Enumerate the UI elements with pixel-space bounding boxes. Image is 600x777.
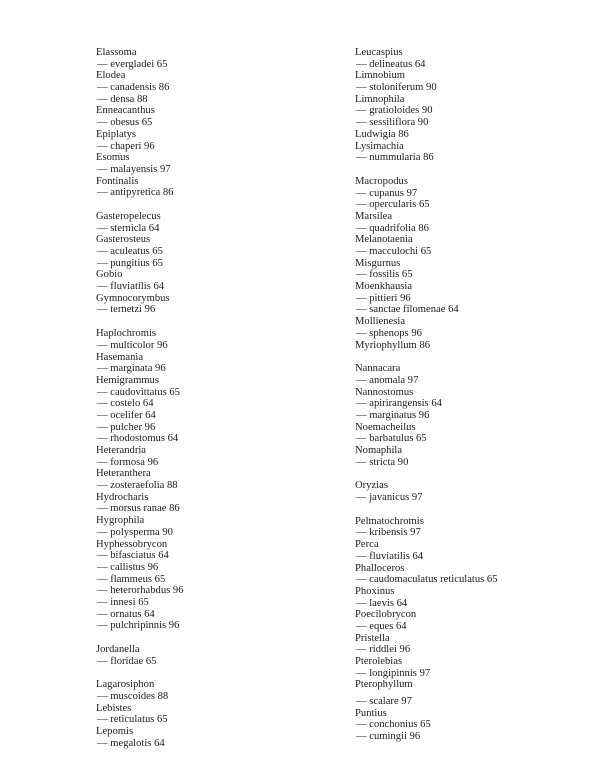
index-species-entry: — anomala 97 <box>356 374 419 386</box>
index-species-entry: — quadrifolia 86 <box>356 222 429 234</box>
index-species-entry: — megalotis 64 <box>97 737 165 749</box>
index-letter-group <box>355 363 595 468</box>
index-species-entry: — sessiliflora 90 <box>356 117 429 129</box>
index-letter-group <box>96 328 326 632</box>
index-species-entry: — fossilis 65 <box>356 269 413 281</box>
index-genus-entry: Nannostomus <box>355 386 414 398</box>
index-genus-entry: Jordanella <box>96 644 140 655</box>
index-genus-entry: Leucaspius <box>355 47 403 58</box>
index-genus-entry: Fontinalis <box>96 175 139 187</box>
index-genus-entry: Heterandria <box>96 445 146 456</box>
index-genus-entry: Lepomis <box>96 726 134 738</box>
index-genus-entry: Marsilea <box>355 210 393 222</box>
index-column-left <box>96 47 326 750</box>
index-genus-entry: Hemigrammus <box>96 374 159 386</box>
index-genus-entry: Misgurnus <box>355 257 401 269</box>
index-species-entry: — flammeus 65 <box>97 573 166 585</box>
index-genus-entry: Limnobium <box>355 70 406 82</box>
index-species-entry: — macculochi 65 <box>356 246 432 257</box>
index-species-entry: — evergladei 65 <box>97 58 168 70</box>
index-genus-entry: Poecilobrycon <box>355 609 417 621</box>
index-genus-entry: Gasterosteus <box>96 234 151 246</box>
index-genus-entry: Melanotaenia <box>355 234 413 246</box>
index-genus-entry: Nomaphila <box>355 445 403 456</box>
group-spacer <box>96 316 326 328</box>
index-letter-group <box>96 644 326 667</box>
index-species-entry: — floridae 65 <box>97 655 157 667</box>
index-genus-entry: Oryzias <box>355 480 388 492</box>
index-species-entry: — kribensis 97 <box>356 527 421 539</box>
index-genus-entry: Hygrophila <box>96 515 145 527</box>
index-species-entry: — stricta 90 <box>356 456 409 468</box>
index-species-entry: — densa 88 <box>97 93 148 105</box>
index-species-entry: — malayensis 97 <box>97 163 171 175</box>
index-species-entry: — muscoides 88 <box>97 691 169 703</box>
group-spacer <box>355 351 595 363</box>
index-species-entry: — marginata 96 <box>97 363 166 375</box>
index-letter-group <box>96 679 326 749</box>
index-genus-entry: Lagarosiphon <box>96 679 155 691</box>
index-genus-entry: Phoxinus <box>355 585 395 597</box>
index-genus-entry: Pterolebias <box>355 656 403 667</box>
index-letter-group <box>96 47 326 199</box>
group-spacer <box>96 199 326 211</box>
index-species-entry: — morsus ranae 86 <box>97 503 180 515</box>
index-genus-entry: Mollienesia <box>355 316 406 328</box>
index-species-entry: — ocelifer 64 <box>97 409 156 421</box>
index-genus-entry: Ludwigia 86 <box>355 128 409 140</box>
index-species-entry: — callistus 96 <box>97 561 159 573</box>
index-species-entry: — longipinnis 97 <box>356 667 431 679</box>
index-species-entry: — innesi 65 <box>97 596 149 608</box>
index-genus-entry: Pristella <box>355 632 390 644</box>
index-genus-entry: Limnophila <box>355 93 405 105</box>
index-species-entry: — fluviatilis 64 <box>356 550 424 562</box>
index-genus-entry: Heteranthera <box>96 468 151 480</box>
index-column-right <box>355 47 595 743</box>
index-genus-entry: Pelmatochromis <box>355 515 424 527</box>
index-species-entry: — rhodostomus 64 <box>97 433 179 445</box>
index-genus-entry: Esomus <box>96 152 130 164</box>
group-spacer <box>96 667 326 679</box>
index-letter-group <box>355 696 595 743</box>
index-species-entry: — caudovittatus 65 <box>97 386 180 398</box>
index-species-entry: — pungitius 65 <box>97 257 163 269</box>
index-species-entry: — zosteraefolia 88 <box>97 480 178 492</box>
index-species-entry: — sanctae filomenae 64 <box>356 304 459 316</box>
index-genus-entry: Pterophyllum <box>355 679 413 691</box>
index-species-entry: — aculeatus 65 <box>97 246 163 257</box>
index-species-entry: — bifasciatus 64 <box>97 550 169 562</box>
index-species-entry: — pittieri 96 <box>356 292 411 304</box>
index-species-entry: — javanicus 97 <box>356 492 423 504</box>
index-genus-entry: Phalloceros <box>355 562 405 574</box>
index-genus-entry: Elassoma <box>96 47 137 58</box>
index-genus-entry: Elodea <box>96 70 126 82</box>
index-species-entry: — ternetzi 96 <box>97 304 156 316</box>
index-species-entry: — fluviatilis 64 <box>97 281 165 293</box>
index-letter-group <box>355 47 595 164</box>
index-genus-entry: Lysimachia <box>355 140 404 152</box>
index-species-entry: — canadensis 86 <box>97 82 170 94</box>
index-species-entry: — multicolor 96 <box>97 339 168 351</box>
index-species-entry: — heterorhabdus 96 <box>97 585 184 597</box>
index-genus-entry: Gobio <box>96 269 123 281</box>
index-species-entry: — marginatus 96 <box>356 409 430 421</box>
index-species-entry: — polysperma 90 <box>97 526 173 538</box>
index-species-entry: — barbatulus 65 <box>356 433 427 445</box>
index-genus-entry: Hyphessobrycon <box>96 538 168 550</box>
index-genus-entry: Lebistes <box>96 702 132 714</box>
index-species-entry: — conchonius 65 <box>356 719 431 731</box>
index-species-entry: — pulchripinnis 96 <box>97 620 180 632</box>
index-species-entry: — chaperi 96 <box>97 140 155 152</box>
index-species-entry: — apirirangensis 64 <box>356 398 442 410</box>
index-species-entry: — riddlei 96 <box>356 644 411 656</box>
index-species-entry: — eques 64 <box>356 620 407 632</box>
index-species-entry: — opercularis 65 <box>356 199 430 211</box>
index-letter-group <box>355 516 595 691</box>
index-species-entry: — caudomaculatus reticulatus 65 <box>356 574 498 586</box>
group-spacer <box>355 164 595 176</box>
index-species-entry: — delineatus 64 <box>356 58 426 70</box>
index-genus-entry: Perca <box>355 539 379 551</box>
index-genus-entry: Epiplatys <box>96 128 137 140</box>
index-genus-entry: Macropodus <box>355 175 408 187</box>
index-genus-entry: Haplochromis <box>96 328 157 340</box>
index-species-entry: — ornatus 64 <box>97 608 155 620</box>
index-species-entry: — reticulatus 65 <box>97 714 168 726</box>
group-spacer <box>355 504 595 516</box>
index-species-entry: — nummularia 86 <box>356 152 434 164</box>
index-species-entry: — formosa 96 <box>97 456 159 468</box>
index-genus-entry: Hasemania <box>96 351 144 363</box>
index-species-entry: — stoloniferum 90 <box>356 82 437 94</box>
index-genus-entry: Gasteropelecus <box>96 210 161 222</box>
index-genus-entry: Enneacanthus <box>96 105 155 117</box>
index-species-entry: — laevis 64 <box>356 597 408 609</box>
index-species-entry: — costelo 64 <box>97 398 154 410</box>
index-genus-entry: Noemacheilus <box>355 421 416 433</box>
index-letter-group <box>96 211 326 316</box>
index-species-entry: — pulcher 96 <box>97 421 156 433</box>
index-genus-entry: Myriophyllum 86 <box>355 339 431 351</box>
group-spacer <box>355 468 595 480</box>
index-letter-group <box>355 480 595 503</box>
index-species-entry: — obesus 65 <box>97 117 153 129</box>
index-species-entry: — gratioloides 90 <box>356 105 433 117</box>
index-genus-entry: Moenkhausia <box>355 281 413 293</box>
index-genus-entry: Hydrocharis <box>96 491 149 503</box>
index-species-entry: — antipyretica 86 <box>97 187 174 199</box>
index-genus-entry: Puntius <box>355 707 387 719</box>
index-genus-entry: Gymnocorymbus <box>96 292 170 304</box>
index-species-entry: — scalare 97 <box>356 696 412 708</box>
index-species-entry: — cupanus 97 <box>356 187 418 199</box>
index-genus-entry: Nannacara <box>355 363 401 375</box>
index-species-entry: — sternicla 64 <box>97 222 160 234</box>
index-letter-group <box>355 176 595 351</box>
group-spacer <box>96 632 326 644</box>
index-species-entry: — sphenops 96 <box>356 327 422 339</box>
index-species-entry: — cumingii 96 <box>356 731 421 743</box>
